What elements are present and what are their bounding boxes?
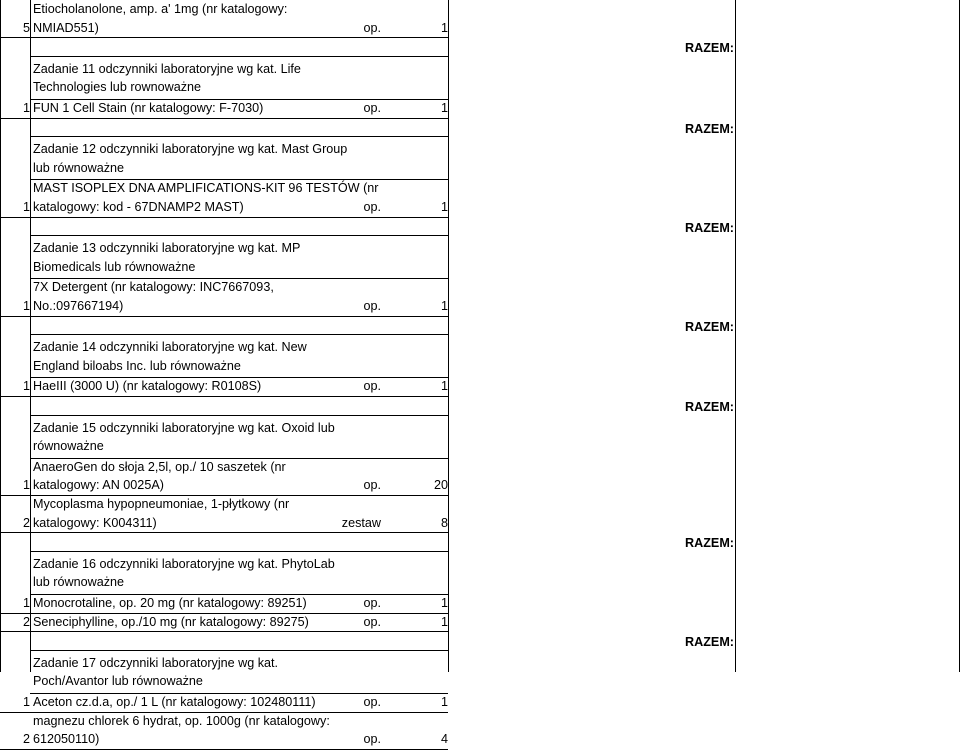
section-header: Zadanie 12 odczynniki laboratoryjne wg kat. Mast Group [33,142,348,157]
item-unit: op. [363,299,381,313]
section-header: Zadanie 17 odczynniki laboratoryjne wg kat. [33,655,279,670]
item-qty: 1 [440,379,448,394]
row-divider [0,396,448,397]
item-lp: 2 [22,732,30,747]
item-name: NMIAD551) [33,20,99,35]
item-name: Aceton cz.d.a, op./ 1 L (nr katalogowy: 102480111) [33,695,316,709]
item-qty: 1 [440,596,448,610]
row-divider [0,316,448,317]
item-qty: 1 [440,614,448,629]
section-header: Zadanie 14 odczynniki laboratoryjne wg kat. New [33,340,307,355]
section-header: Zadanie 15 odczynniki laboratoryjne wg kat. Oxoid lub [33,420,335,435]
section-header: England biloabs Inc. lub równoważne [33,358,241,373]
item-name: katalogowy: K004311) [33,515,157,530]
item-qty: 20 [433,478,448,493]
item-lp: 1 [22,478,30,493]
item-unit: op. [363,478,381,493]
item-unit: op. [363,614,381,629]
razem-label: RAZEM: [685,536,734,551]
item-lp: 1 [22,101,30,115]
item-lp: 1 [22,379,30,394]
section-header: Zadanie 11 odczynniki laboratoryjne wg kat. Life [33,61,301,76]
row-divider [0,118,448,119]
item-name: No.:097667194) [33,299,124,313]
item-lp: 1 [22,299,30,313]
item-name: HaeIII (3000 U) (nr katalogowy: R0108S) [33,379,262,394]
row-divider [0,37,448,38]
item-qty: 4 [440,732,448,747]
section-header: Zadanie 13 odczynniki laboratoryjne wg kat. MP [33,241,301,256]
razem-label: RAZEM: [685,635,734,650]
col-line [448,0,449,672]
razem-label: RAZEM: [685,41,734,56]
item-qty: 1 [440,20,448,35]
item-unit: op. [363,200,381,214]
row-divider [30,334,448,335]
item-qty: 8 [440,515,448,530]
item-lp: 2 [22,614,30,629]
item-unit: op. [363,101,381,115]
item-lp: 1 [22,200,30,214]
item-name: 7X Detergent (nr katalogowy: INC7667093, [33,280,274,295]
row-divider [30,235,448,236]
row-divider [0,217,448,218]
section-header: Technologies lub rownoważne [33,80,202,95]
item-unit: op. [363,20,381,35]
item-name: Seneciphylline, op./10 mg (nr katalogowy: 89275) [33,614,309,629]
item-name: AnaeroGen do słoja 2,5l, op./ 10 saszetek (nr [33,459,286,474]
item-unit: zestaw [341,515,381,530]
section-header: lub równoważne [33,575,125,590]
item-unit: op. [363,732,381,747]
item-name: 612050110) [33,732,100,747]
item-name: Etiocholanolone, amp. a' 1mg (nr katalogowy: [33,2,288,16]
row-divider [30,56,448,57]
item-lp: 1 [22,596,30,610]
row-divider [30,415,448,416]
item-qty: 1 [440,299,448,313]
row-divider [30,551,448,552]
item-name: katalogowy: AN 0025A) [33,478,164,493]
row-divider [0,631,448,632]
item-unit: op. [363,695,381,709]
col-line [735,0,736,672]
item-unit: op. [363,596,381,610]
item-name: FUN 1 Cell Stain (nr katalogowy: F-7030) [33,101,264,115]
item-name: Mycoplasma hypopneumoniae, 1-płytkowy (nr [33,497,290,511]
item-lp: 5 [22,20,30,35]
section-header: lub równoważne [33,160,125,175]
item-name: Monocrotaline, op. 20 mg (nr katalogowy: 89251) [33,596,307,610]
razem-label: RAZEM: [685,121,734,136]
item-qty: 1 [440,695,448,709]
section-header: Biomedicals lub równoważne [33,259,196,274]
item-unit: op. [363,379,381,394]
row-divider [0,532,448,533]
razem-label: RAZEM: [685,220,734,235]
razem-label: RAZEM: [685,400,734,414]
row-divider [30,650,448,651]
item-qty: 1 [440,200,448,214]
item-name: magnezu chlorek 6 hydrat, op. 1000g (nr katalogowy: [33,713,330,728]
section-header: Zadanie 16 odczynniki laboratoryjne wg kat. PhytoLab [33,556,335,571]
item-name: katalogowy: kod - 67DNAMP2 MAST) [33,200,244,214]
razem-label: RAZEM: [685,319,734,334]
item-lp: 2 [22,515,30,530]
item-lp: 1 [22,695,30,709]
item-qty: 1 [440,101,448,115]
col-line [30,0,31,672]
row-divider [30,136,448,137]
section-header: Poch/Avantor lub równoważne [33,674,203,689]
section-header: równoważne [33,439,104,454]
item-name: MAST ISOPLEX DNA AMPLIFICATIONS-KIT 96 TESTÓW (nr [33,181,379,196]
